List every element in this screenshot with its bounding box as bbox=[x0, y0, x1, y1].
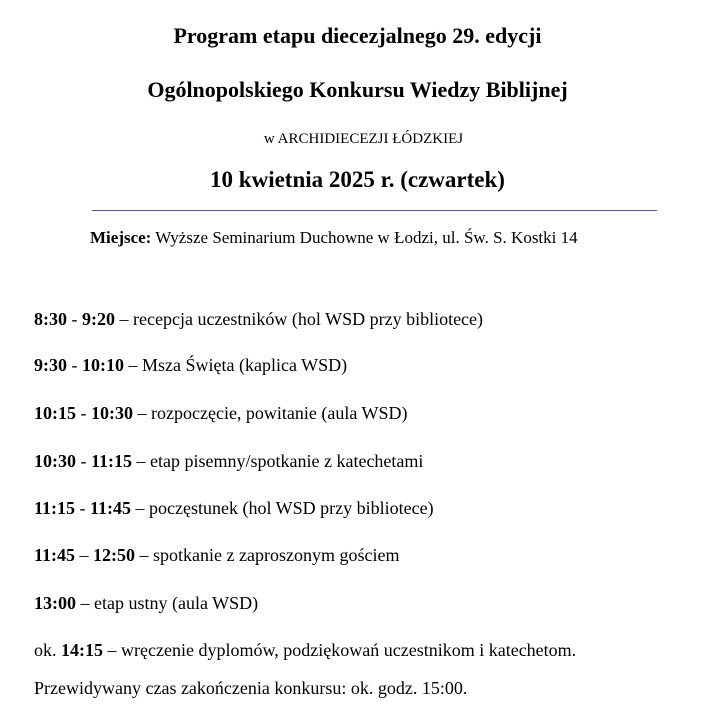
schedule-end: 11:15 bbox=[91, 451, 133, 471]
schedule-sep: - bbox=[67, 309, 82, 329]
schedule-sep: - bbox=[67, 355, 82, 375]
place-line bbox=[90, 227, 578, 249]
schedule-item bbox=[34, 401, 408, 425]
schedule-text: – spotkanie z zaproszonym gościem bbox=[135, 545, 400, 565]
event-date: 10 kwietnia 2025 r. (czwartek) bbox=[210, 167, 505, 192]
place-label: Miejsce: bbox=[90, 228, 152, 247]
schedule-text: – etap ustny (aula WSD) bbox=[76, 593, 259, 613]
schedule-end: 12:50 bbox=[93, 545, 136, 565]
closing-time: 14:15 bbox=[61, 640, 103, 660]
schedule-end: 10:30 bbox=[91, 403, 133, 423]
schedule-sep: - bbox=[76, 403, 91, 423]
closing-prefix: ok. bbox=[34, 640, 61, 660]
schedule-item bbox=[34, 543, 399, 567]
schedule-end: 11:45 bbox=[90, 498, 132, 518]
schedule-end: 10:10 bbox=[82, 355, 124, 375]
schedule-start: 11:15 bbox=[34, 498, 76, 518]
schedule-text: – rozpoczęcie, powitanie (aula WSD) bbox=[133, 403, 408, 423]
title-line-2: Ogólnopolskiego Konkursu Wiedzy Biblijnej bbox=[147, 77, 568, 102]
place-value: Wyższe Seminarium Duchowne w Łodzi, ul. Św. S. Kostki 14 bbox=[151, 228, 578, 247]
schedule-item bbox=[34, 353, 347, 377]
end-note: Przewidywany czas zakończenia konkursu: ok. godz. 15:00. bbox=[34, 678, 468, 698]
divider-rule bbox=[92, 210, 657, 211]
schedule-item bbox=[34, 591, 258, 615]
schedule-item bbox=[34, 496, 434, 520]
schedule-start: 13:00 bbox=[34, 593, 76, 613]
schedule-text: – poczęstunek (hol WSD przy bibliotece) bbox=[131, 498, 434, 518]
title-line-1: Program etapu diecezjalnego 29. edycji bbox=[173, 23, 542, 48]
schedule-sep: – bbox=[75, 545, 94, 565]
schedule-sep: - bbox=[75, 498, 91, 518]
closing-text: – wręczenie dyplomów, podziękowań uczestnikom i katechetom. bbox=[103, 640, 577, 660]
schedule-text: – recepcja uczestników (hol WSD przy bibliotece) bbox=[115, 309, 484, 329]
archdiocese-line: w ARCHIDIECEZJI ŁÓDZKIEJ bbox=[263, 131, 464, 147]
schedule-text: – Msza Święta (kaplica WSD) bbox=[124, 355, 348, 375]
schedule-start: 10:30 bbox=[34, 451, 76, 471]
schedule-end: 9:20 bbox=[82, 309, 115, 329]
schedule-item bbox=[34, 449, 423, 473]
schedule-start: 11:45 bbox=[34, 545, 76, 565]
schedule-sep: - bbox=[76, 451, 91, 471]
schedule-start: 9:30 bbox=[34, 355, 67, 375]
schedule-start: 8:30 bbox=[34, 309, 67, 329]
closing-item bbox=[34, 638, 576, 662]
schedule-start: 10:15 bbox=[34, 403, 76, 423]
schedule-item bbox=[34, 307, 483, 331]
schedule-text: – etap pisemny/spotkanie z katechetami bbox=[132, 451, 424, 471]
